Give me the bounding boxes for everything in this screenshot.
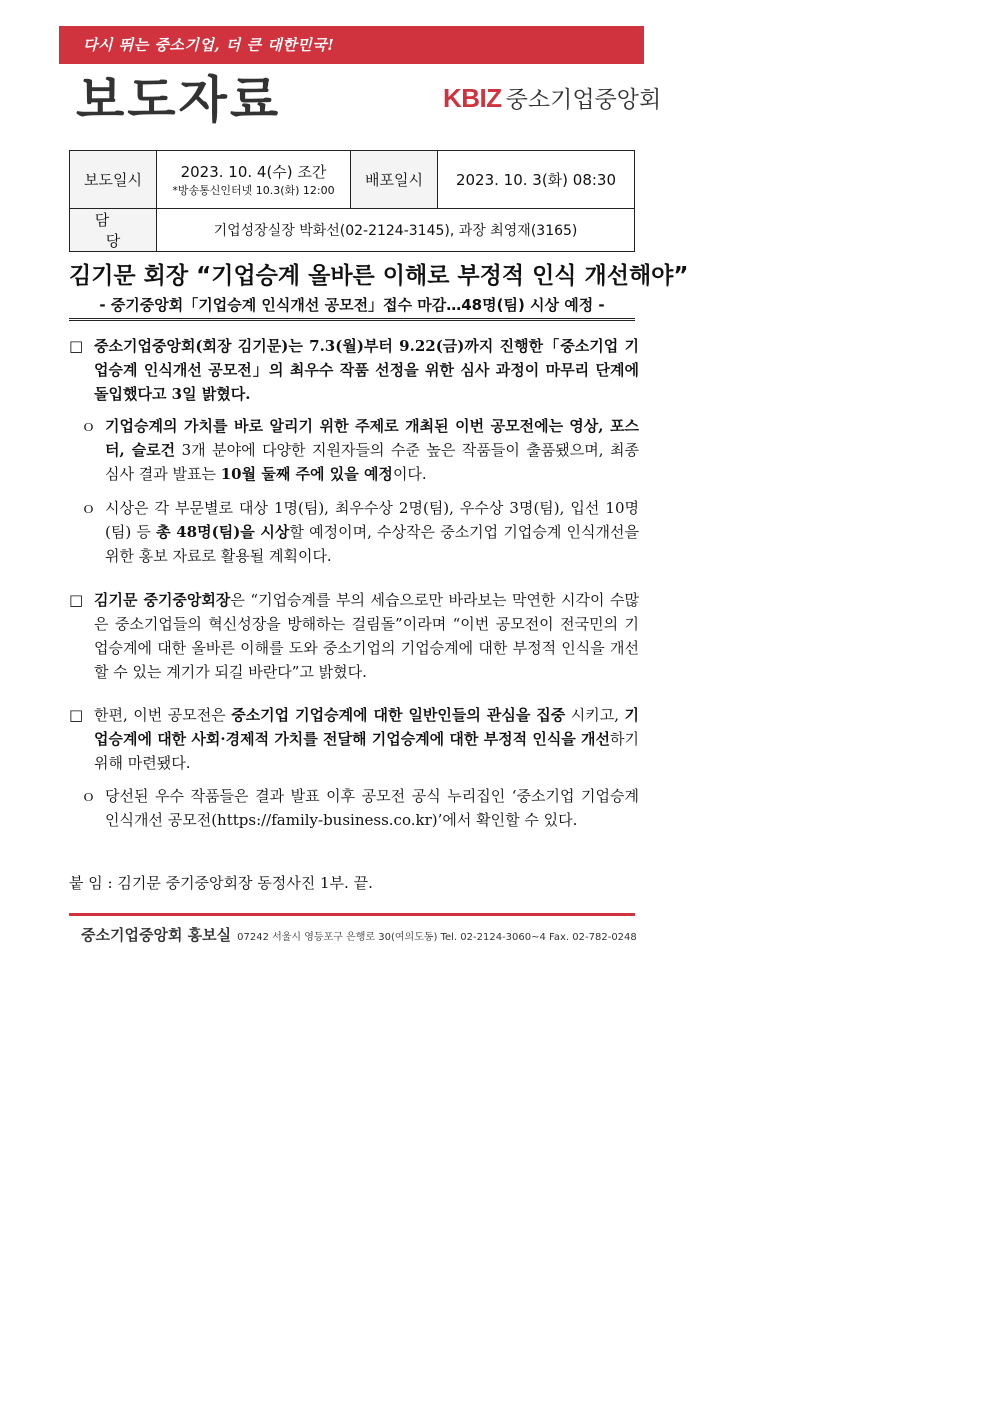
paragraph-1-1 bbox=[69, 414, 639, 486]
footer-department: 중소기업중앙회 홍보실 bbox=[81, 926, 232, 944]
circle-bullet: ｏ bbox=[81, 417, 97, 435]
paragraph-1-text: □ 중소기업중앙회(회장 김기문)는 7.3(월)부터 9.22(금)까지 진행한「중소기업 기업승계 인식개선 공모전」의 최우수 작품 선정을 위한 심사 과정이 마무리 단계에 돌입했다고 3일 밝혔다. bbox=[69, 334, 639, 406]
attachment-note: 붙 임 : 김기문 중기중앙회장 동정사진 1부. 끝. bbox=[69, 874, 373, 892]
document-type-title: 보도자료 bbox=[76, 71, 282, 129]
circle-bullet: ｏ bbox=[81, 499, 97, 517]
paragraph-3-1 bbox=[69, 784, 639, 832]
slogan-text: 다시 뛰는 중소기업, 더 큰 대한민국! bbox=[83, 36, 335, 54]
paragraph-3 bbox=[69, 703, 639, 775]
square-bullet: □ bbox=[69, 706, 84, 724]
paragraph-2-text: □ 김기문 중기중앙회장은 “기업승계를 부의 세습으로만 바라보는 막연한 시각이 수많은 중소기업들의 혁신성장을 방해하는 걸림돌”이라며 “이번 공모전이 전국민의 기업승계에 대한 올바른 이해를 도와 중소기업의 기업승계에 대한 부정적 인식을 개선할 수 있는 계기가 되길 바란다”고 밝혔다. bbox=[69, 588, 639, 684]
distribution-date-label: 배포일시 bbox=[351, 151, 438, 209]
paragraph-3-text: □ 한편, 이번 공모전은 중소기업 기업승계에 대한 일반인들의 관심을 집중 시키고, 기업승계에 대한 사회·경제적 가치를 전달해 기업승계에 대한 부정적 인식을 개선하기 위해 마련됐다. bbox=[69, 703, 639, 775]
circle-bullet: ｏ bbox=[81, 787, 97, 805]
release-date-note: *방송통신인터넷 10.3(화) 12:00 bbox=[172, 183, 335, 197]
release-date-cell bbox=[157, 151, 351, 209]
paragraph-1-1-text: ｏ 기업승계의 가치를 바로 알리기 위한 주제로 개최된 이번 공모전에는 영상, 포스터, 슬로건 3개 분야에 다양한 지원자들의 수준 높은 작품들이 출품됐으며, 최종 심사 결과 발표는 10월 둘째 주에 있을 예정이다. bbox=[69, 414, 639, 486]
release-info-table bbox=[69, 150, 635, 252]
paragraph-1-2-text: ｏ 시상은 각 부문별로 대상 1명(팀), 최우수상 2명(팀), 우수상 3명(팀), 입선 10명(팀) 등 총 48명(팀)을 시상할 예정이며, 수상작은 중소기업 기업승계 인식개선을 위한 홍보 자료로 활용될 계획이다. bbox=[69, 496, 639, 568]
subheadline: - 중기중앙회「기업승계 인식개선 공모전」접수 마감…48명(팀) 시상 예정 - bbox=[69, 294, 635, 321]
footer-divider bbox=[69, 913, 635, 916]
footer-address: 07242 서울시 영등포구 은행로 30(여의도동) Tel. 02-2124-3060~4 Fax. 02-782-0248 bbox=[237, 932, 637, 943]
kbiz-logo bbox=[443, 82, 661, 116]
distribution-date-value: 2023. 10. 3(화) 08:30 bbox=[438, 151, 635, 209]
footer bbox=[81, 924, 637, 949]
release-date-value: 2023. 10. 4(수) 조간 bbox=[180, 162, 327, 181]
paragraph-1 bbox=[69, 334, 639, 406]
slogan-banner bbox=[59, 26, 644, 64]
square-bullet: □ bbox=[69, 337, 84, 355]
paragraph-1-2 bbox=[69, 496, 639, 568]
contact-value: 기업성장실장 박화선(02-2124-3145), 과장 최영재(3165) bbox=[157, 209, 635, 252]
paragraph-3-1-text: ｏ 당선된 우수 작품들은 결과 발표 이후 공모전 공식 누리집인 ‘중소기업 기업승계 인식개선 공모전(https://family-business.co.kr)’에서 확인할 수 있다. bbox=[69, 784, 639, 832]
release-date-label: 보도일시 bbox=[70, 151, 157, 209]
square-bullet: □ bbox=[69, 591, 84, 609]
headline: 김기문 회장 “기업승계 올바른 이해로 부정적 인식 개선해야” bbox=[69, 263, 689, 289]
paragraph-2 bbox=[69, 588, 639, 684]
logo-mark: KBIZ bbox=[443, 83, 502, 113]
contact-label: 담 당 bbox=[70, 209, 157, 252]
logo-org-name: 중소기업중앙회 bbox=[505, 87, 662, 113]
